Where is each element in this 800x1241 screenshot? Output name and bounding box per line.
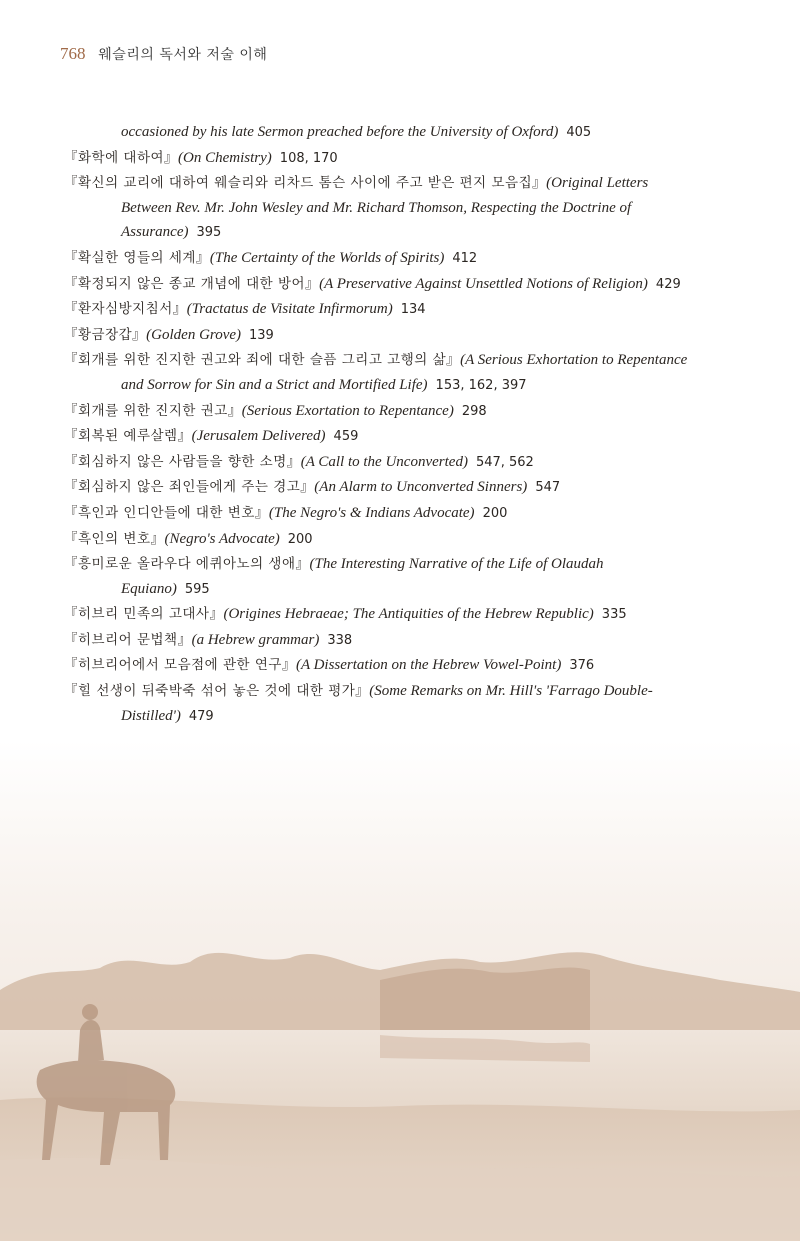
entry-page-numbers: 405 bbox=[566, 125, 592, 140]
entry-page-numbers: 595 bbox=[184, 581, 210, 597]
entry-english-title: (Tractatus de Visitate Infirmorum) bbox=[186, 301, 393, 318]
entry-english-title: (The Certainty of the Worlds of Spirits) bbox=[209, 249, 445, 266]
entry-english-title: (The Interesting Narrative of the Life of Olaudah Equiano) bbox=[121, 556, 604, 597]
tree-line-dark bbox=[380, 967, 590, 1030]
index-entry bbox=[64, 323, 688, 349]
entry-page-numbers: 338 bbox=[327, 632, 353, 648]
entry-page-numbers: 134 bbox=[400, 302, 426, 318]
entry-page-numbers: 139 bbox=[249, 327, 274, 343]
entry-korean-title: 『회개를 위한 진지한 권고』 bbox=[64, 402, 242, 419]
entry-korean-title: 『화학에 대하여』 bbox=[64, 149, 179, 166]
index-entry bbox=[64, 297, 688, 323]
entry-korean-title: 『회복된 예루살렘』 bbox=[64, 428, 192, 445]
running-header bbox=[60, 44, 267, 64]
entry-page-numbers: 547 bbox=[535, 480, 561, 496]
entry-english-title: (Negro's Advocate) bbox=[164, 530, 280, 547]
entry-korean-title: 『히브리 민족의 고대사』 bbox=[64, 606, 224, 623]
index-entry bbox=[64, 628, 688, 654]
entry-page-numbers: 395 bbox=[196, 225, 222, 241]
index-entry bbox=[64, 424, 688, 450]
entry-korean-title: 『확정되지 않은 종교 개념에 대한 방어』 bbox=[64, 275, 320, 292]
entry-page-numbers: 298 bbox=[461, 403, 487, 419]
index-entry bbox=[64, 527, 688, 553]
page-number: 768 bbox=[60, 44, 86, 63]
entry-page-numbers: 153, 162, 397 bbox=[435, 377, 527, 393]
entry-english-title: (Origines Hebraeae; The Antiquities of the Hebrew Republic) bbox=[223, 606, 594, 623]
index-entry bbox=[64, 602, 688, 628]
entry-korean-title: 『히브리어 문법책』 bbox=[64, 631, 192, 648]
entry-page-numbers: 429 bbox=[655, 276, 681, 292]
entry-korean-title: 『회심하지 않은 죄인들에게 주는 경고』 bbox=[64, 479, 315, 496]
entry-english-title: (Original Letters Between Rev. Mr. John Wesley and Mr. Richard Thomson, Respecting the Doctrine of Assurance) bbox=[121, 175, 649, 241]
entry-english-title: (A Call to the Unconverted) bbox=[300, 453, 468, 470]
index-entries bbox=[64, 120, 688, 729]
index-entry bbox=[64, 246, 688, 272]
index-entry bbox=[64, 120, 688, 146]
index-entry bbox=[64, 501, 688, 527]
entry-korean-title: 『흥미로운 올라우다 에퀴아노의 생애』 bbox=[64, 556, 310, 573]
entry-english-title: (On Chemistry) bbox=[178, 149, 272, 166]
entry-page-numbers: 376 bbox=[569, 658, 595, 674]
entry-english-title: (The Negro's & Indians Advocate) bbox=[268, 504, 475, 521]
index-entry bbox=[64, 272, 688, 298]
entry-korean-title: 『흑인의 변호』 bbox=[64, 530, 165, 547]
entry-english-title: (a Hebrew grammar) bbox=[191, 631, 320, 648]
entry-korean-title: 『히브리어에서 모음점에 관한 연구』 bbox=[64, 657, 296, 674]
entry-page-numbers: 200 bbox=[482, 505, 508, 521]
index-entry bbox=[64, 348, 688, 398]
entry-page-numbers: 412 bbox=[452, 250, 478, 266]
index-entry bbox=[64, 171, 688, 246]
index-entry bbox=[64, 653, 688, 679]
index-entry bbox=[64, 399, 688, 425]
entry-english-title: (An Alarm to Unconverted Sinners) bbox=[314, 479, 528, 496]
index-entry bbox=[64, 475, 688, 501]
entry-korean-title: 『힐 선생이 뒤죽박죽 섞어 놓은 것에 대한 평가』 bbox=[64, 683, 370, 700]
sepia-landscape-photo bbox=[0, 740, 800, 1241]
entry-page-numbers: 479 bbox=[188, 708, 214, 724]
entry-page-numbers: 108, 170 bbox=[279, 150, 338, 166]
entry-english-title: (Jerusalem Delivered) bbox=[191, 428, 326, 445]
entry-korean-title: 『흑인과 인디안들에 대한 변호』 bbox=[64, 504, 269, 521]
entry-korean-title: 『확실한 영들의 세계』 bbox=[64, 249, 210, 266]
entry-page-numbers: 200 bbox=[287, 531, 313, 547]
index-entry bbox=[64, 450, 688, 476]
entry-page-numbers: 335 bbox=[601, 607, 627, 623]
index-entry bbox=[64, 552, 688, 602]
entry-english-title: (Golden Grove) bbox=[146, 326, 241, 343]
entry-page-numbers: 547, 562 bbox=[475, 454, 534, 470]
entry-english-title: (A Preservative Against Unsettled Notions of Religion) bbox=[319, 275, 648, 292]
index-entry bbox=[64, 679, 688, 729]
entry-korean-title: 『회개를 위한 진지한 권고와 죄에 대한 슬픔 그리고 고행의 삶』 bbox=[64, 352, 461, 369]
entry-english-title: (A Serious Exhortation to Repentance and Sorrow for Sin and a Strict and Mortified Life) bbox=[121, 352, 688, 393]
index-entry bbox=[64, 146, 688, 172]
running-title: 웨슬리의 독서와 저술 이해 bbox=[98, 47, 268, 63]
entry-english-title: (Some Remarks on Mr. Hill's 'Farrago Double-Distilled') bbox=[121, 683, 653, 724]
entry-english-title: (A Dissertation on the Hebrew Vowel-Point) bbox=[295, 657, 562, 674]
entry-english-title: occasioned by his late Sermon preached before the University of Oxford) bbox=[121, 124, 559, 140]
entry-korean-title: 『확신의 교리에 대하여 웨슬리와 리차드 톰슨 사이에 주고 받은 편지 모음집』 bbox=[64, 175, 547, 192]
entry-page-numbers: 459 bbox=[333, 429, 359, 445]
entry-korean-title: 『환자심방지침서』 bbox=[64, 301, 187, 318]
entry-english-title: (Serious Exortation to Repentance) bbox=[241, 402, 454, 419]
entry-korean-title: 『회심하지 않은 사람들을 향한 소명』 bbox=[64, 453, 301, 470]
entry-korean-title: 『황금장갑』 bbox=[64, 326, 147, 343]
